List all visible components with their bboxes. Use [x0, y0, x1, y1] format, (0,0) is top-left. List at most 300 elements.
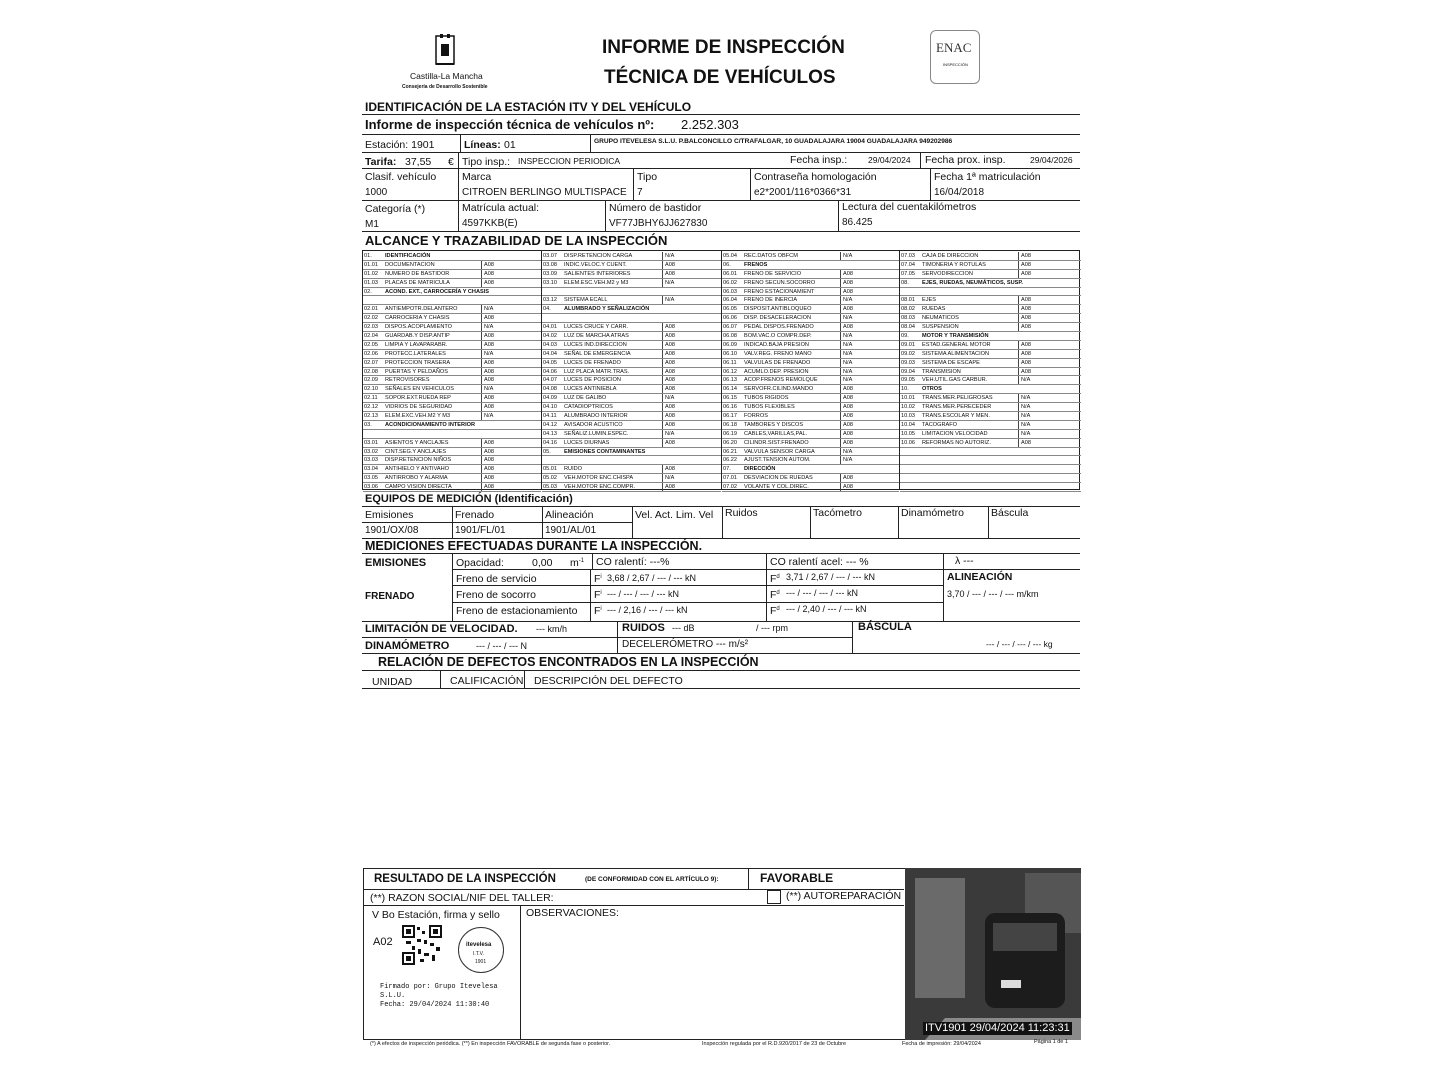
scope-item-status: A08: [662, 483, 675, 492]
scope-item-code: 02.03: [364, 324, 378, 331]
scope-item-status: A08: [1018, 305, 1031, 314]
scope-item-status: A08: [1018, 341, 1031, 350]
fd-service: 3,71 / 2,67 / --- / --- kN: [786, 572, 876, 582]
scope-item-code: 04.13: [543, 430, 557, 437]
scope-item-name: LUCES DIURNAS: [564, 439, 610, 446]
scope-item-code: 06.19: [723, 430, 737, 437]
scale-value: --- / --- / --- / --- kg: [986, 639, 1053, 649]
scope-item-name: PROTECCION TRASERA: [385, 359, 451, 366]
enac-name: ENAC: [936, 40, 972, 55]
scope-item-code: 06.09: [723, 341, 737, 348]
scope-item-name: ESTAD.GENERAL MOTOR: [922, 341, 991, 348]
scope-item-status: N/A: [840, 252, 852, 261]
scope-item-code: 01.03: [364, 279, 378, 286]
inspection-type-label: Tipo insp.:: [462, 156, 511, 168]
scope-item-code: 02.06: [364, 350, 378, 357]
scope-item-status: A08: [1018, 270, 1031, 279]
scope-item-status: A08: [840, 412, 853, 421]
scope-item-name: VEH.MOTOR ENC.COMPR.: [564, 484, 636, 491]
inspection-type: INSPECCION PERIODICA: [518, 156, 621, 166]
enac-text: INSPECCIÓN: [943, 62, 968, 67]
scope-item-name: INDICAD.BAJA PRESION: [744, 341, 809, 348]
scope-item-name: NEUMATICOS: [922, 315, 959, 322]
scope-item-status: N/A: [662, 279, 674, 288]
scope-item-name: CAJA DE DIRECCION: [922, 253, 979, 259]
scope-item-code: 02.: [364, 288, 372, 295]
scope-item-code: 06.16: [723, 404, 737, 411]
scope-item-name: AJUST.TENSION AUTOM.: [744, 457, 811, 464]
scope-item-code: 10.01: [901, 395, 915, 402]
scope-item-name: ACUMLO.DEP. PRESION: [744, 368, 809, 375]
fd-label-3: $F^d$: [770, 605, 780, 617]
plate: 4597KKB(E): [462, 218, 518, 229]
scope-item-name: OTROS: [922, 386, 942, 393]
scope-item-code: 02.12: [364, 404, 378, 411]
scope-item-name: TRANS.MER.PERECEDER: [922, 404, 992, 411]
scope-item-code: 04.11: [543, 413, 557, 419]
scope-item-code: 07.: [723, 466, 731, 473]
type-label: Tipo: [637, 171, 658, 183]
self-repair-checkbox[interactable]: [767, 890, 781, 904]
scope-item-code: 03.12: [543, 297, 557, 304]
scope-item-code: 07.05: [901, 270, 915, 277]
scope-item-name: ELEM.EXC.VEH.M2 Y M3: [385, 413, 451, 419]
braking-label: FRENADO: [365, 591, 415, 602]
scope-item-status: N/A: [662, 474, 674, 483]
emergency-brake-label: Freno de socorro: [456, 589, 536, 601]
scope-item-name: AVISADOR ACUSTICO: [564, 421, 623, 428]
scope-item-name: IDENTIFICACIÓN: [385, 253, 431, 259]
signed-by: Firmado por: Grupo Itevelesa: [380, 983, 498, 991]
scope-item-code: 06.21: [723, 448, 737, 455]
opacity-value: 0,00: [532, 557, 553, 569]
equipment-value: 1901/OX/08: [365, 525, 419, 536]
equipment-divider: [810, 506, 811, 538]
category-label: Categoría (*): [365, 203, 426, 215]
scope-item-name: VALV.REG. FRENO MANO: [744, 350, 812, 357]
scope-item-name: CARROCERIA Y CHASIS: [385, 315, 450, 322]
scope-item-status: A08: [840, 430, 853, 439]
fi-label-3: $F^i$: [594, 605, 602, 617]
scope-item-code: 04.08: [543, 386, 557, 393]
scope-item-name: LUZ PLACA MATR.TRAS.: [564, 368, 630, 375]
scope-item-code: 05.01: [543, 466, 557, 473]
scope-item-code: 03.03: [364, 457, 378, 464]
scope-item-code: 04.05: [543, 359, 557, 366]
footer-note: (*) A efectos de inspección periódica. (**) En inspección FAVORABLE de segunda fase o posterior.: [370, 1041, 611, 1047]
scope-item-status: N/A: [840, 359, 852, 368]
scope-item-status: A08: [662, 368, 675, 377]
dynamometer-value: --- / --- / --- N: [476, 641, 527, 651]
scope-item-name: VEH.UTIL.GAS CARBUR.: [922, 377, 988, 384]
scope-item-code: 06.04: [723, 297, 737, 304]
scope-item-code: 06.01: [723, 270, 737, 277]
scope-item-status: A08: [840, 439, 853, 448]
alignment-value: 3,70 / --- / --- / --- m/km: [947, 589, 1039, 599]
scope-item-name: ANTIEMPOTR.DELANTERO: [385, 306, 458, 313]
speed-limit-label: LIMITACIÓN DE VELOCIDAD.: [365, 623, 518, 635]
scope-item-status: N/A: [840, 456, 852, 465]
result-label: RESULTADO DE LA INSPECCIÓN: [374, 873, 556, 885]
scope-item-status: A08: [1018, 252, 1031, 261]
footer-page: Página 1 de 1: [1034, 1039, 1068, 1045]
identification-heading: IDENTIFICACIÓN DE LA ESTACIÓN ITV Y DEL VEHÍCULO: [365, 100, 692, 114]
scope-item-name: SISTEMA ECALL: [564, 297, 608, 304]
equipment-header: Ruidos: [725, 507, 758, 519]
scope-row-line: [363, 491, 541, 492]
scope-item-name: SEÑALES EN VEHICULOS: [385, 386, 455, 393]
scope-item-code: 08.04: [901, 324, 915, 331]
scope-item-code: 02.11: [364, 395, 378, 402]
scope-item-status: A08: [1018, 314, 1031, 323]
scope-item-status: A08: [662, 323, 675, 332]
scope-item-status: A08: [481, 483, 494, 492]
scope-item-name: CAMPO VISION DIRECTA: [385, 484, 452, 491]
report-number: 2.252.303: [681, 117, 739, 132]
scope-item-name: TACOGRAFO: [922, 421, 958, 428]
scope-item-status: A08: [840, 270, 853, 279]
scope-item-status: A08: [1018, 296, 1031, 305]
scope-item-code: 04.12: [543, 421, 557, 428]
tariff-value: 37,55: [405, 156, 432, 168]
scope-item-name: SISTEMA ALIMENTACION: [922, 350, 990, 357]
scope-item-name: PLACAS DE MATRICULA: [385, 279, 450, 286]
scope-item-code: 04.: [543, 306, 551, 313]
scope-item-status: A08: [662, 465, 675, 474]
emissions-label: EMISIONES: [365, 557, 427, 569]
noise-label: RUIDOS: [622, 622, 665, 634]
equipment-header: Báscula: [991, 507, 1029, 519]
scope-item-name: TRANSMISION: [922, 368, 961, 375]
equipment-header: Vel. Act. Lim. Vel: [635, 509, 714, 521]
scope-item-status: N/A: [662, 430, 674, 439]
first-registration-label: Fecha 1ª matriculación: [934, 171, 1041, 183]
scope-item-status: A08: [481, 341, 494, 350]
equipment-header: Alineación: [545, 509, 594, 521]
scope-item-status: N/A: [481, 385, 493, 394]
scope-item-code: 06.17: [723, 413, 737, 419]
scope-item-code: 03.09: [543, 270, 557, 277]
scope-item-code: 03.08: [543, 261, 557, 268]
scope-item-code: 09.: [901, 333, 909, 339]
scope-item-name: SEÑALIZ.LUMIN.ESPEC.: [564, 430, 629, 437]
scale-label: BÁSCULA: [858, 621, 912, 633]
scope-row-line: [542, 491, 721, 492]
scope-item-name: MOTOR Y TRANSMISIÓN: [922, 333, 989, 339]
scope-item-status: N/A: [1018, 412, 1030, 421]
scope-item-code: 09.03: [901, 359, 915, 366]
scope-item-status: N/A: [840, 368, 852, 377]
defects-rating-header: CALIFICACIÓN: [450, 675, 524, 687]
scope-item-code: 04.03: [543, 341, 557, 348]
scope-item-code: 06.06: [723, 315, 737, 322]
defects-heading: RELACIÓN DE DEFECTOS ENCONTRADOS EN LA INSPECCIÓN: [378, 655, 759, 669]
scope-item-code: 03.05: [364, 475, 378, 482]
scope-item-name: LUZ DE MARCHA ATRAS: [564, 333, 629, 339]
scope-item-code: 04.01: [543, 324, 557, 331]
first-registration: 16/04/2018: [934, 187, 985, 198]
scope-item-name: LUCES IND.DIRECCION: [564, 341, 627, 348]
fi-label-2: $F^i$: [594, 589, 602, 601]
scope-item-status: N/A: [1018, 376, 1030, 385]
scope-item-name: RETROVISORES: [385, 377, 430, 384]
report-number-label: Informe de inspección técnica de vehículos nº:: [365, 117, 655, 132]
scope-item-code: 10.02: [901, 404, 915, 411]
scope-item-code: 06.: [723, 261, 731, 268]
enac-logo: [930, 30, 980, 84]
scope-item-code: 07.01: [723, 475, 737, 482]
stamp-itv: I.T.V.: [473, 951, 484, 957]
equipment-heading: EQUIPOS DE MEDICIÓN (Identificación): [365, 493, 573, 505]
scope-item-name: REFORMAS NO AUTORIZ.: [922, 439, 991, 446]
scope-item-status: A08: [662, 359, 675, 368]
noise-rpm: / --- rpm: [756, 623, 788, 633]
scope-item-name: DISPOS.ACOPLAMIENTO: [385, 324, 453, 331]
scope-item-code: 02.02: [364, 315, 378, 322]
scope-item-status: A08: [840, 394, 853, 403]
scope-item-status: N/A: [481, 412, 493, 421]
signed-by-slu: S.L.U.: [380, 992, 406, 1000]
stamp-number: 1901: [475, 959, 487, 965]
station: Estación: 1901: [365, 139, 435, 151]
scope-item-name: CATADIOPTRICOS: [564, 404, 613, 411]
scope-item-name: PROTECC.LATERALES: [385, 350, 446, 357]
scope-item-code: 02.05: [364, 341, 378, 348]
scope-item-name: FRENO DE SERVICIO: [744, 270, 802, 277]
scope-item-name: INDIC.VELOC.Y CUENT.: [564, 261, 627, 268]
fd-label-1: $F^d$: [770, 573, 780, 585]
opacity-unit: $m^{-1}$: [570, 557, 585, 569]
fi-label-1: $F^i$: [594, 573, 602, 585]
scope-item-code: 04.09: [543, 395, 557, 402]
tariff-label: Tarifa:: [365, 156, 397, 168]
fi-service: 3,68 / 2,67 / --- / --- kN: [607, 573, 697, 583]
scope-item-code: 08.: [901, 279, 909, 286]
scope-item-name: SUSPENSION: [922, 324, 959, 331]
scope-item-code: 08.03: [901, 315, 915, 322]
plate-label: Matrícula actual:: [462, 202, 540, 214]
scope-item-code: 06.15: [723, 395, 737, 402]
scope-item-name: SOPOR.EXT.RUEDA REP: [385, 395, 451, 402]
scope-item-status: A08: [481, 448, 494, 457]
department-name: Consejería de Desarrollo Sostenible: [402, 84, 488, 90]
scope-item-name: ANTIHIELO Y ANTIVAHO: [385, 466, 450, 473]
scope-item-name: DISP. DESACELERACION: [744, 315, 812, 322]
scope-item-status: A08: [662, 385, 675, 394]
equipment-header: Tacómetro: [813, 507, 863, 519]
scope-item-name: RUIDO: [564, 466, 583, 473]
scope-item-name: ACOND. EXT., CARROCERÍA Y CHASIS: [385, 288, 490, 295]
station-signature-label: V Bo Estación, firma y sello: [372, 909, 500, 921]
scope-item-name: LUZ DE GALIBO: [564, 395, 607, 402]
scope-item-name: CINT.SEG.Y ANCLAJES: [385, 448, 447, 455]
scope-item-name: GUARDAB.Y DISP.ANTIP: [385, 333, 450, 339]
scope-heading: ALCANCE Y TRAZABILIDAD DE LA INSPECCIÓN: [365, 233, 668, 248]
observations-label: OBSERVACIONES:: [526, 907, 619, 919]
scope-item-name: TUBOS FLEXIBLES: [744, 404, 795, 411]
alignment-label: ALINEACIÓN: [947, 571, 1013, 583]
parking-brake-label: Freno de estacionamiento: [456, 605, 578, 617]
result-sub: (DE CONFORMIDAD CON EL ARTÍCULO 9):: [585, 876, 719, 883]
equipment-divider: [988, 506, 989, 538]
equipment-header: Dinamómetro: [901, 507, 965, 519]
speed-limit-value: --- km/h: [536, 624, 567, 634]
scope-item-code: 09.01: [901, 341, 915, 348]
scope-item-code: 06.02: [723, 279, 737, 286]
scope-item-status: A08: [1018, 359, 1031, 368]
category: M1: [365, 219, 379, 230]
scope-item-name: FRENO SECUN.SOCORRO: [744, 279, 816, 286]
scope-item-name: TUBOS RIGIDOS: [744, 395, 789, 402]
scope-item-name: TRANS.MER.PELIGROSAS: [922, 395, 993, 402]
region-name: Castilla-La Mancha: [410, 71, 483, 81]
scope-item-status: A08: [840, 483, 853, 492]
signed-date: Fecha: 29/04/2024 11:30:40: [380, 1001, 490, 1009]
scope-item-status: A08: [481, 332, 494, 341]
scope-item-status: N/A: [481, 323, 493, 332]
scope-item-status: N/A: [1018, 430, 1030, 439]
scope-item-status: A08: [840, 403, 853, 412]
scope-item-name: FRENOS: [744, 261, 768, 268]
qr-code: [402, 925, 442, 965]
type: 7: [637, 187, 643, 198]
scope-item-status: A08: [840, 474, 853, 483]
vehicle-photo: [905, 868, 1081, 1040]
scope-item-code: 05.04: [723, 253, 737, 259]
scope-item-status: A08: [662, 350, 675, 359]
scope-item-status: A08: [662, 341, 675, 350]
scope-item-code: 02.01: [364, 306, 378, 313]
scope-item-status: A08: [481, 261, 494, 270]
scope-item-name: PEDAL DISPOS.FRENADO: [744, 324, 814, 331]
scope-item-status: A08: [662, 376, 675, 385]
equipment-header: Emisiones: [365, 509, 414, 521]
scope-item-status: N/A: [840, 314, 852, 323]
scope-item-code: 02.04: [364, 333, 378, 339]
scope-item-name: VOLANTE Y COL.DIREC.: [744, 484, 809, 491]
scope-item-code: 03.10: [543, 279, 557, 286]
scope-item-name: ANTIRROBO Y ALARMA: [385, 475, 448, 482]
scope-item-code: 06.08: [723, 333, 737, 339]
scope-item-code: 01.01: [364, 261, 378, 268]
scope-item-name: LUCES ANTINIEBLA: [564, 386, 617, 393]
scope-item-code: 10.05: [901, 430, 915, 437]
scope-column: [363, 251, 541, 489]
defects-description-header: DESCRIPCIÓN DEL DEFECTO: [534, 675, 683, 687]
measurements-heading: MEDICIONES EFECTUADAS DURANTE LA INSPECCIÓN.: [365, 539, 703, 553]
scope-item-code: 03.02: [364, 448, 378, 455]
scope-grid: [362, 250, 1080, 490]
scope-item-code: 07.02: [723, 484, 737, 491]
scope-item-name: DESVIACION DE RUEDAS: [744, 475, 813, 482]
scope-item-name: LUCES CRUCE Y CARR.: [564, 324, 629, 331]
defects-unit-header: UNIDAD: [372, 676, 413, 688]
scope-row-line: [722, 491, 899, 492]
scope-item-status: A08: [481, 439, 494, 448]
scope-item-code: 04.10: [543, 404, 557, 411]
scope-item-code: 04.02: [543, 333, 557, 339]
page-title-line2: TÉCNICA DE VEHÍCULOS: [604, 67, 836, 88]
scope-item-status: N/A: [662, 296, 674, 305]
scope-item-name: ACONDICIONAMIENTO INTERIOR: [385, 421, 476, 428]
scope-item-status: A08: [840, 385, 853, 394]
scope-item-name: DISP.RETENCION NIÑOS: [385, 457, 452, 464]
scope-item-status: A08: [662, 439, 675, 448]
scope-item-status: A08: [840, 279, 853, 288]
scope-item-code: 08.01: [901, 297, 915, 304]
scope-item-code: 06.10: [723, 350, 737, 357]
scope-item-code: 03.: [364, 421, 372, 428]
scope-item-code: 06.22: [723, 457, 737, 464]
scope-item-status: A08: [481, 314, 494, 323]
scope-item-name: EJES: [922, 297, 936, 304]
scope-item-code: 06.07: [723, 324, 737, 331]
scope-item-name: VALVULA SENSOR CARGA: [744, 448, 815, 455]
scope-item-status: A08: [1018, 439, 1031, 448]
scope-item-name: SALIENTES INTERIORES: [564, 270, 631, 277]
scope-item-status: A08: [840, 421, 853, 430]
scope-item-status: N/A: [840, 341, 852, 350]
scope-item-code: 06.18: [723, 421, 737, 428]
scope-item-status: N/A: [662, 252, 674, 261]
footer-print-date: Fecha de impresión: 29/04/2024: [902, 1041, 981, 1047]
scope-item-status: A08: [1018, 261, 1031, 270]
scope-item-status: N/A: [1018, 421, 1030, 430]
scope-item-status: N/A: [840, 376, 852, 385]
scope-item-code: 05.02: [543, 475, 557, 482]
scope-item-status: A08: [481, 465, 494, 474]
homologation-label: Contraseña homologación: [754, 171, 877, 183]
region-logo: [400, 34, 510, 96]
scope-item-status: A08: [662, 412, 675, 421]
scope-item-code: 06.12: [723, 368, 737, 375]
scope-item-code: 10.04: [901, 421, 915, 428]
scope-item-code: 08.02: [901, 306, 915, 313]
vehicle-class: 1000: [365, 187, 388, 198]
scope-item-status: A08: [481, 474, 494, 483]
lines-label: Líneas:: [464, 139, 501, 151]
scope-item-name: FORROS: [744, 413, 768, 419]
vin: VF77JBHY6JJ627830: [609, 218, 708, 229]
scope-item-name: LUCES DE POSICION: [564, 377, 621, 384]
scope-item-name: ALUMBRADO INTERIOR: [564, 413, 628, 419]
scope-item-code: 07.03: [901, 253, 915, 259]
scope-item-status: N/A: [662, 394, 674, 403]
odometer-label: Lectura del cuentakilómetros: [842, 201, 977, 213]
scope-item-name: DIRECCIÓN: [744, 466, 776, 473]
brand: CITROEN BERLINGO MULTISPACE: [462, 187, 627, 198]
scope-item-name: ALUMBRADO Y SEÑALIZACIÓN: [564, 306, 650, 313]
next-inspection-date: 29/04/2026: [1030, 155, 1073, 165]
scope-item-status: A08: [481, 368, 494, 377]
decelerometer: DECELERÓMETRO --- m/s²: [622, 639, 749, 650]
scope-item-code: 09.05: [901, 377, 915, 384]
scope-item-code: 06.03: [723, 288, 737, 295]
scope-item-name: FRENO ESTACIONAMIENT: [744, 288, 815, 295]
fd-emergency: --- / --- / --- / --- kN: [786, 588, 858, 598]
scope-item-code: 06.13: [723, 377, 737, 384]
scope-item-name: TAMBORES Y DISCOS: [744, 421, 804, 428]
scope-item-code: 06.05: [723, 306, 737, 313]
vin-label: Número de bastidor: [609, 202, 702, 214]
scope-item-status: A08: [662, 403, 675, 412]
scope-item-name: LIMITACION VELOCIDAD: [922, 430, 988, 437]
scope-item-name: LIMPIA Y LAVAPARABR.: [385, 341, 448, 348]
scope-item-code: 02.08: [364, 368, 378, 375]
noise-db: --- dB: [672, 623, 695, 633]
scope-item-name: BOM.VAC.O COMPR.DEP.: [744, 333, 812, 339]
scope-item-name: REC.DATOS OBFCM: [744, 253, 798, 259]
